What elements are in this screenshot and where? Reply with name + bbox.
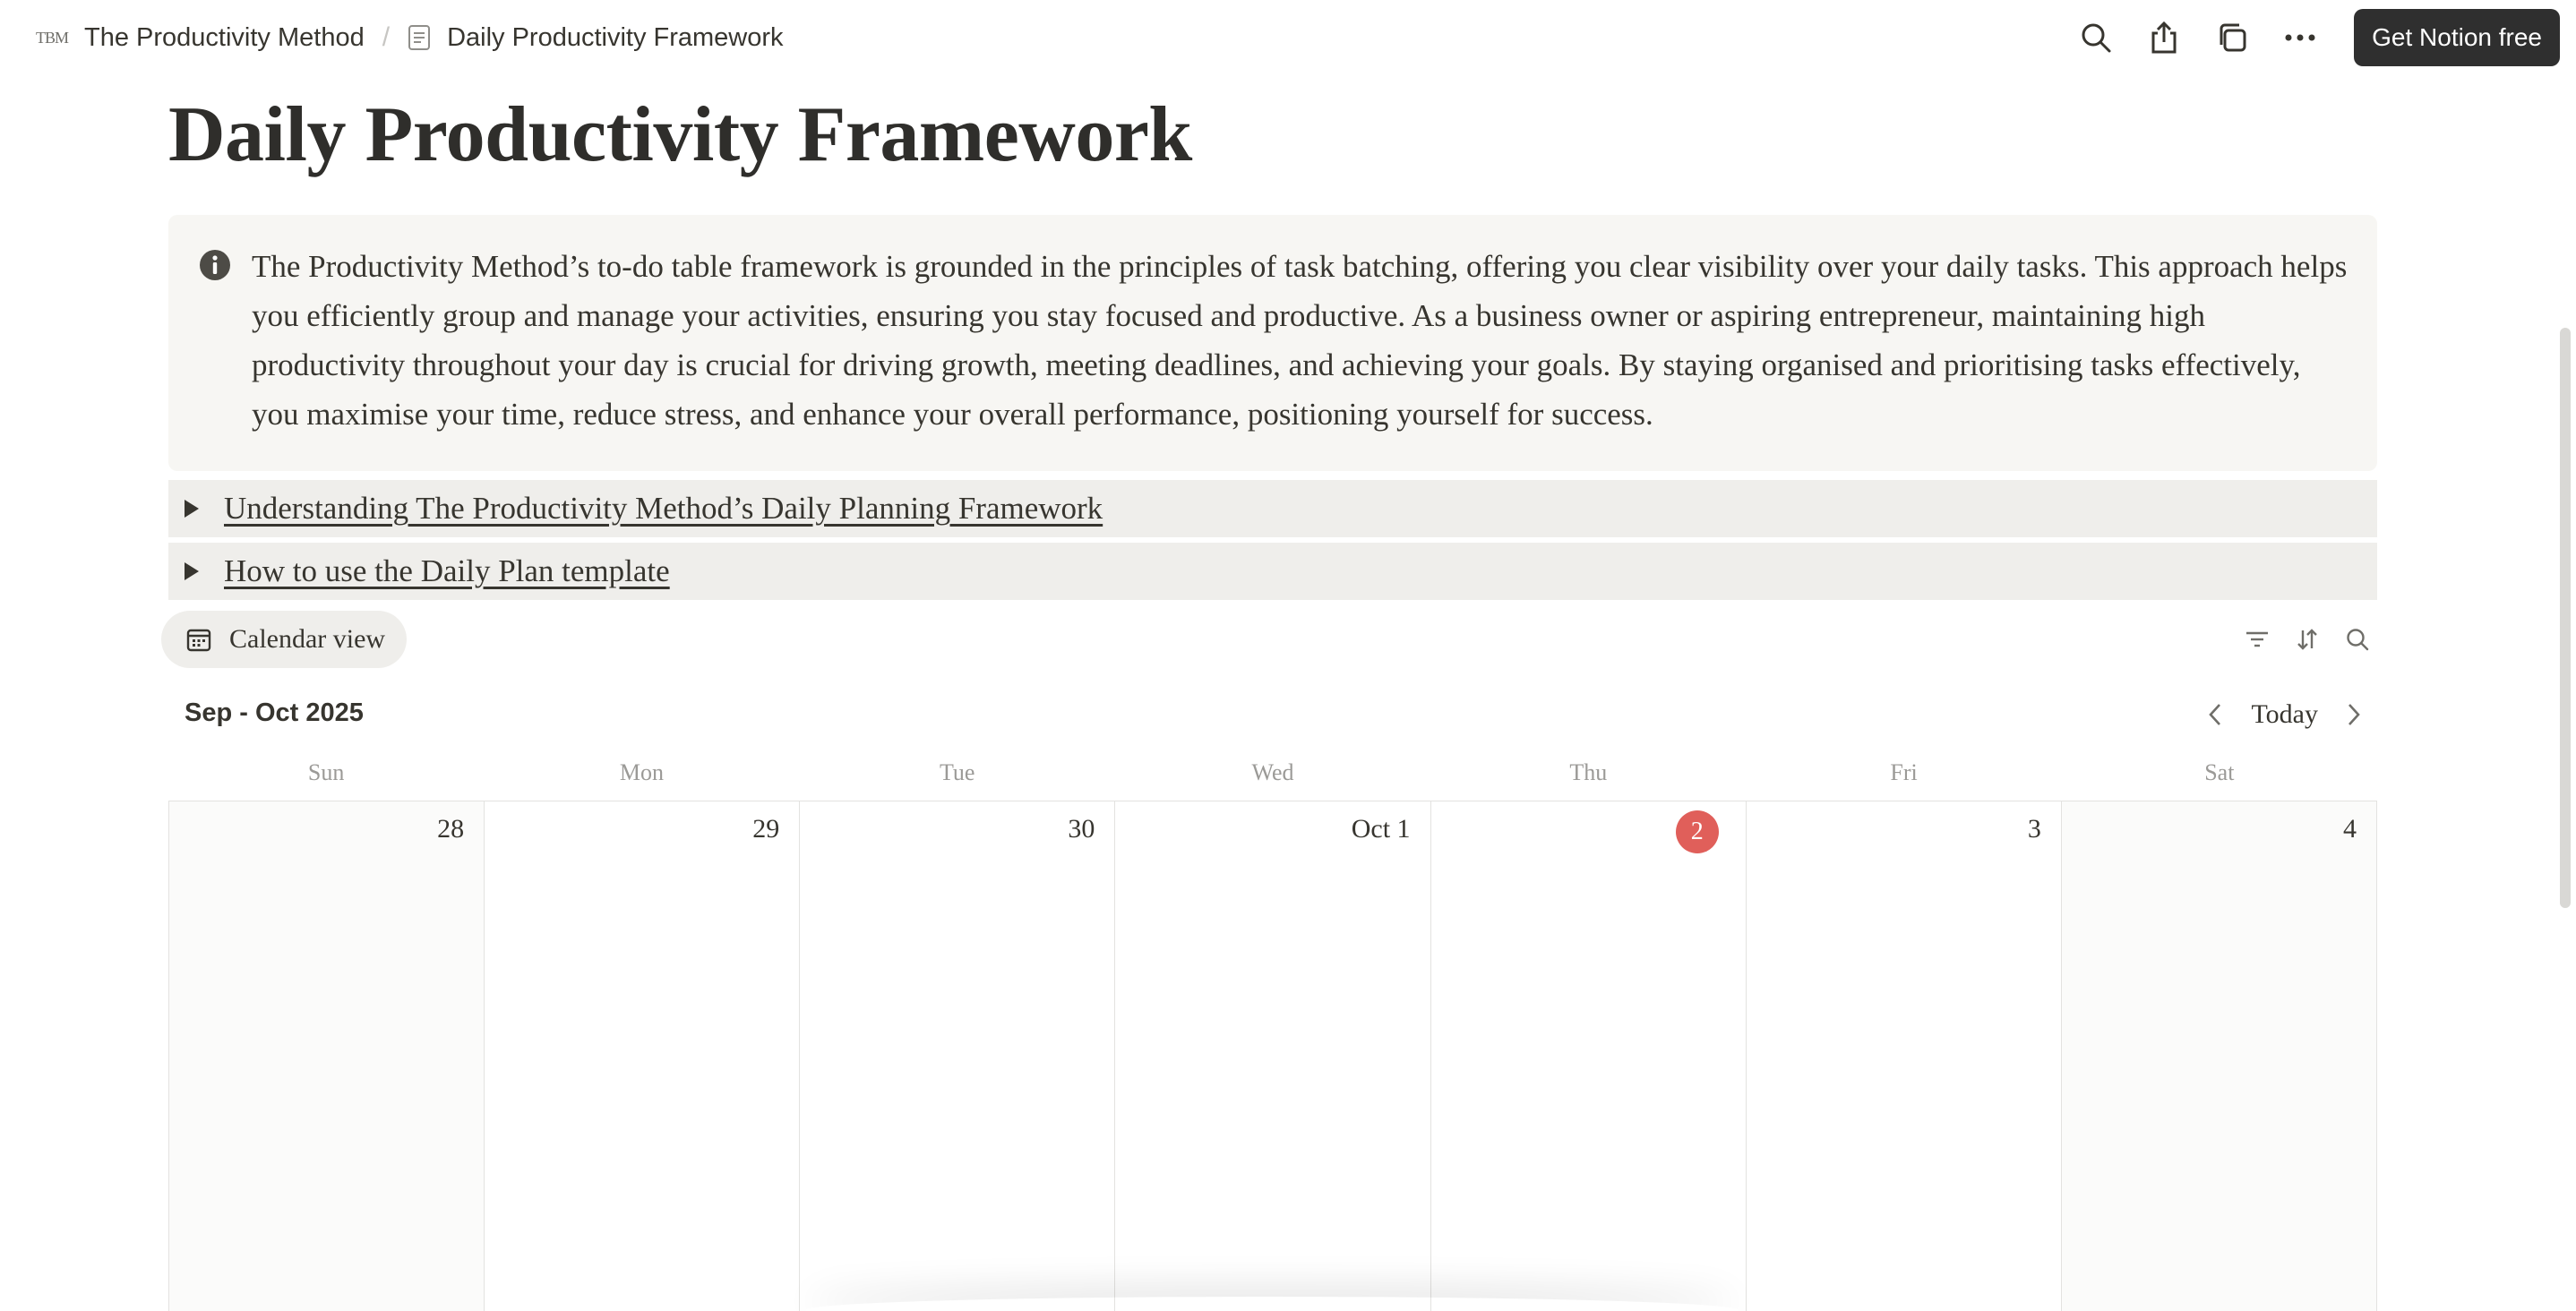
weekday-label: Thu bbox=[1569, 759, 1608, 785]
calendar-day-cell[interactable] bbox=[2062, 801, 2377, 1311]
breadcrumb-item-workspace[interactable]: The Productivity Method bbox=[84, 22, 365, 52]
toggle-arrow-icon[interactable] bbox=[185, 562, 199, 580]
weekday-header bbox=[168, 759, 2377, 795]
weekday-label: Tue bbox=[939, 759, 975, 785]
calendar-view-tab[interactable] bbox=[161, 611, 407, 668]
calendar-icon bbox=[186, 627, 211, 652]
scrollbar[interactable] bbox=[2560, 328, 2571, 908]
day-number: 30 bbox=[1068, 814, 1095, 844]
weekday-label: Fri bbox=[1890, 759, 1918, 785]
weekday-label: Sun bbox=[307, 759, 345, 785]
calendar-day-cell[interactable] bbox=[800, 801, 1115, 1311]
chevron-left-icon[interactable] bbox=[2204, 700, 2226, 729]
weekday-label: Wed bbox=[1251, 759, 1294, 785]
view-tab-label: Calendar view bbox=[229, 624, 386, 654]
calendar-day-cell[interactable] bbox=[1115, 801, 1430, 1311]
breadcrumb bbox=[36, 20, 784, 56]
page-title: Daily Productivity Framework bbox=[168, 91, 1192, 178]
calendar-day-cell[interactable] bbox=[1747, 801, 2062, 1311]
weekday-label: Sat bbox=[2204, 759, 2235, 785]
day-number: 28 bbox=[437, 814, 465, 844]
day-number: 29 bbox=[752, 814, 780, 844]
today-badge: 2 bbox=[1676, 810, 1719, 853]
today-button[interactable]: Today bbox=[2251, 699, 2318, 729]
callout-text: The Productivity Method’s to-do table framework is grounded in the principles of task batching, offering you clear visibility over your daily tasks. This approach helps you efficiently group and manage your activities, ensuring you stay focused and productive. As a business owner or aspiring entrepreneur, maintaining high productivity throughout your day is crucial for driving growth, meeting deadlines, and achieving your goals. By staying organised and prioritising tasks effectively, you maximise your time, reduce stress, and enhance your overall performance, positioning yourself for success. bbox=[252, 249, 2348, 432]
workspace-logo: TBM bbox=[36, 28, 69, 47]
top-bar bbox=[0, 0, 2576, 73]
page-icon bbox=[408, 24, 431, 51]
calendar-day-cell-today[interactable] bbox=[1431, 801, 1747, 1311]
top-actions bbox=[2057, 9, 2576, 66]
toggle-arrow-icon[interactable] bbox=[185, 500, 199, 518]
breadcrumb-item-page[interactable]: Daily Productivity Framework bbox=[447, 22, 784, 52]
filter-icon[interactable] bbox=[2243, 621, 2271, 657]
info-icon bbox=[199, 249, 231, 281]
calendar-nav bbox=[2204, 695, 2365, 734]
get-notion-free-button[interactable]: Get Notion free bbox=[2354, 9, 2560, 66]
callout-block bbox=[168, 215, 2377, 471]
share-icon[interactable] bbox=[2135, 9, 2193, 66]
day-number: 3 bbox=[2027, 814, 2041, 844]
chevron-right-icon[interactable] bbox=[2343, 700, 2365, 729]
toggle-label[interactable]: Understanding The Productivity Method’s Daily Planning Framework bbox=[224, 491, 1103, 526]
weekday-label: Mon bbox=[619, 759, 664, 785]
search-icon[interactable] bbox=[2067, 9, 2125, 66]
more-icon[interactable] bbox=[2271, 9, 2329, 66]
view-actions bbox=[2243, 621, 2372, 657]
calendar-grid bbox=[168, 801, 2377, 1311]
day-number: 4 bbox=[2342, 814, 2357, 844]
toggle-understanding-framework[interactable] bbox=[168, 480, 2377, 537]
toggle-how-to-use-template[interactable] bbox=[168, 543, 2377, 600]
toggle-label[interactable]: How to use the Daily Plan template bbox=[224, 553, 670, 588]
calendar-range-label: Sep - Oct 2025 bbox=[185, 698, 364, 727]
duplicate-icon[interactable] bbox=[2203, 9, 2261, 66]
sort-icon[interactable] bbox=[2293, 621, 2322, 657]
search-icon[interactable] bbox=[2343, 621, 2372, 657]
calendar-day-cell[interactable] bbox=[169, 801, 485, 1311]
breadcrumb-separator: / bbox=[382, 22, 391, 52]
day-number: Oct 1 bbox=[1351, 814, 1411, 844]
calendar-day-cell[interactable] bbox=[485, 801, 800, 1311]
